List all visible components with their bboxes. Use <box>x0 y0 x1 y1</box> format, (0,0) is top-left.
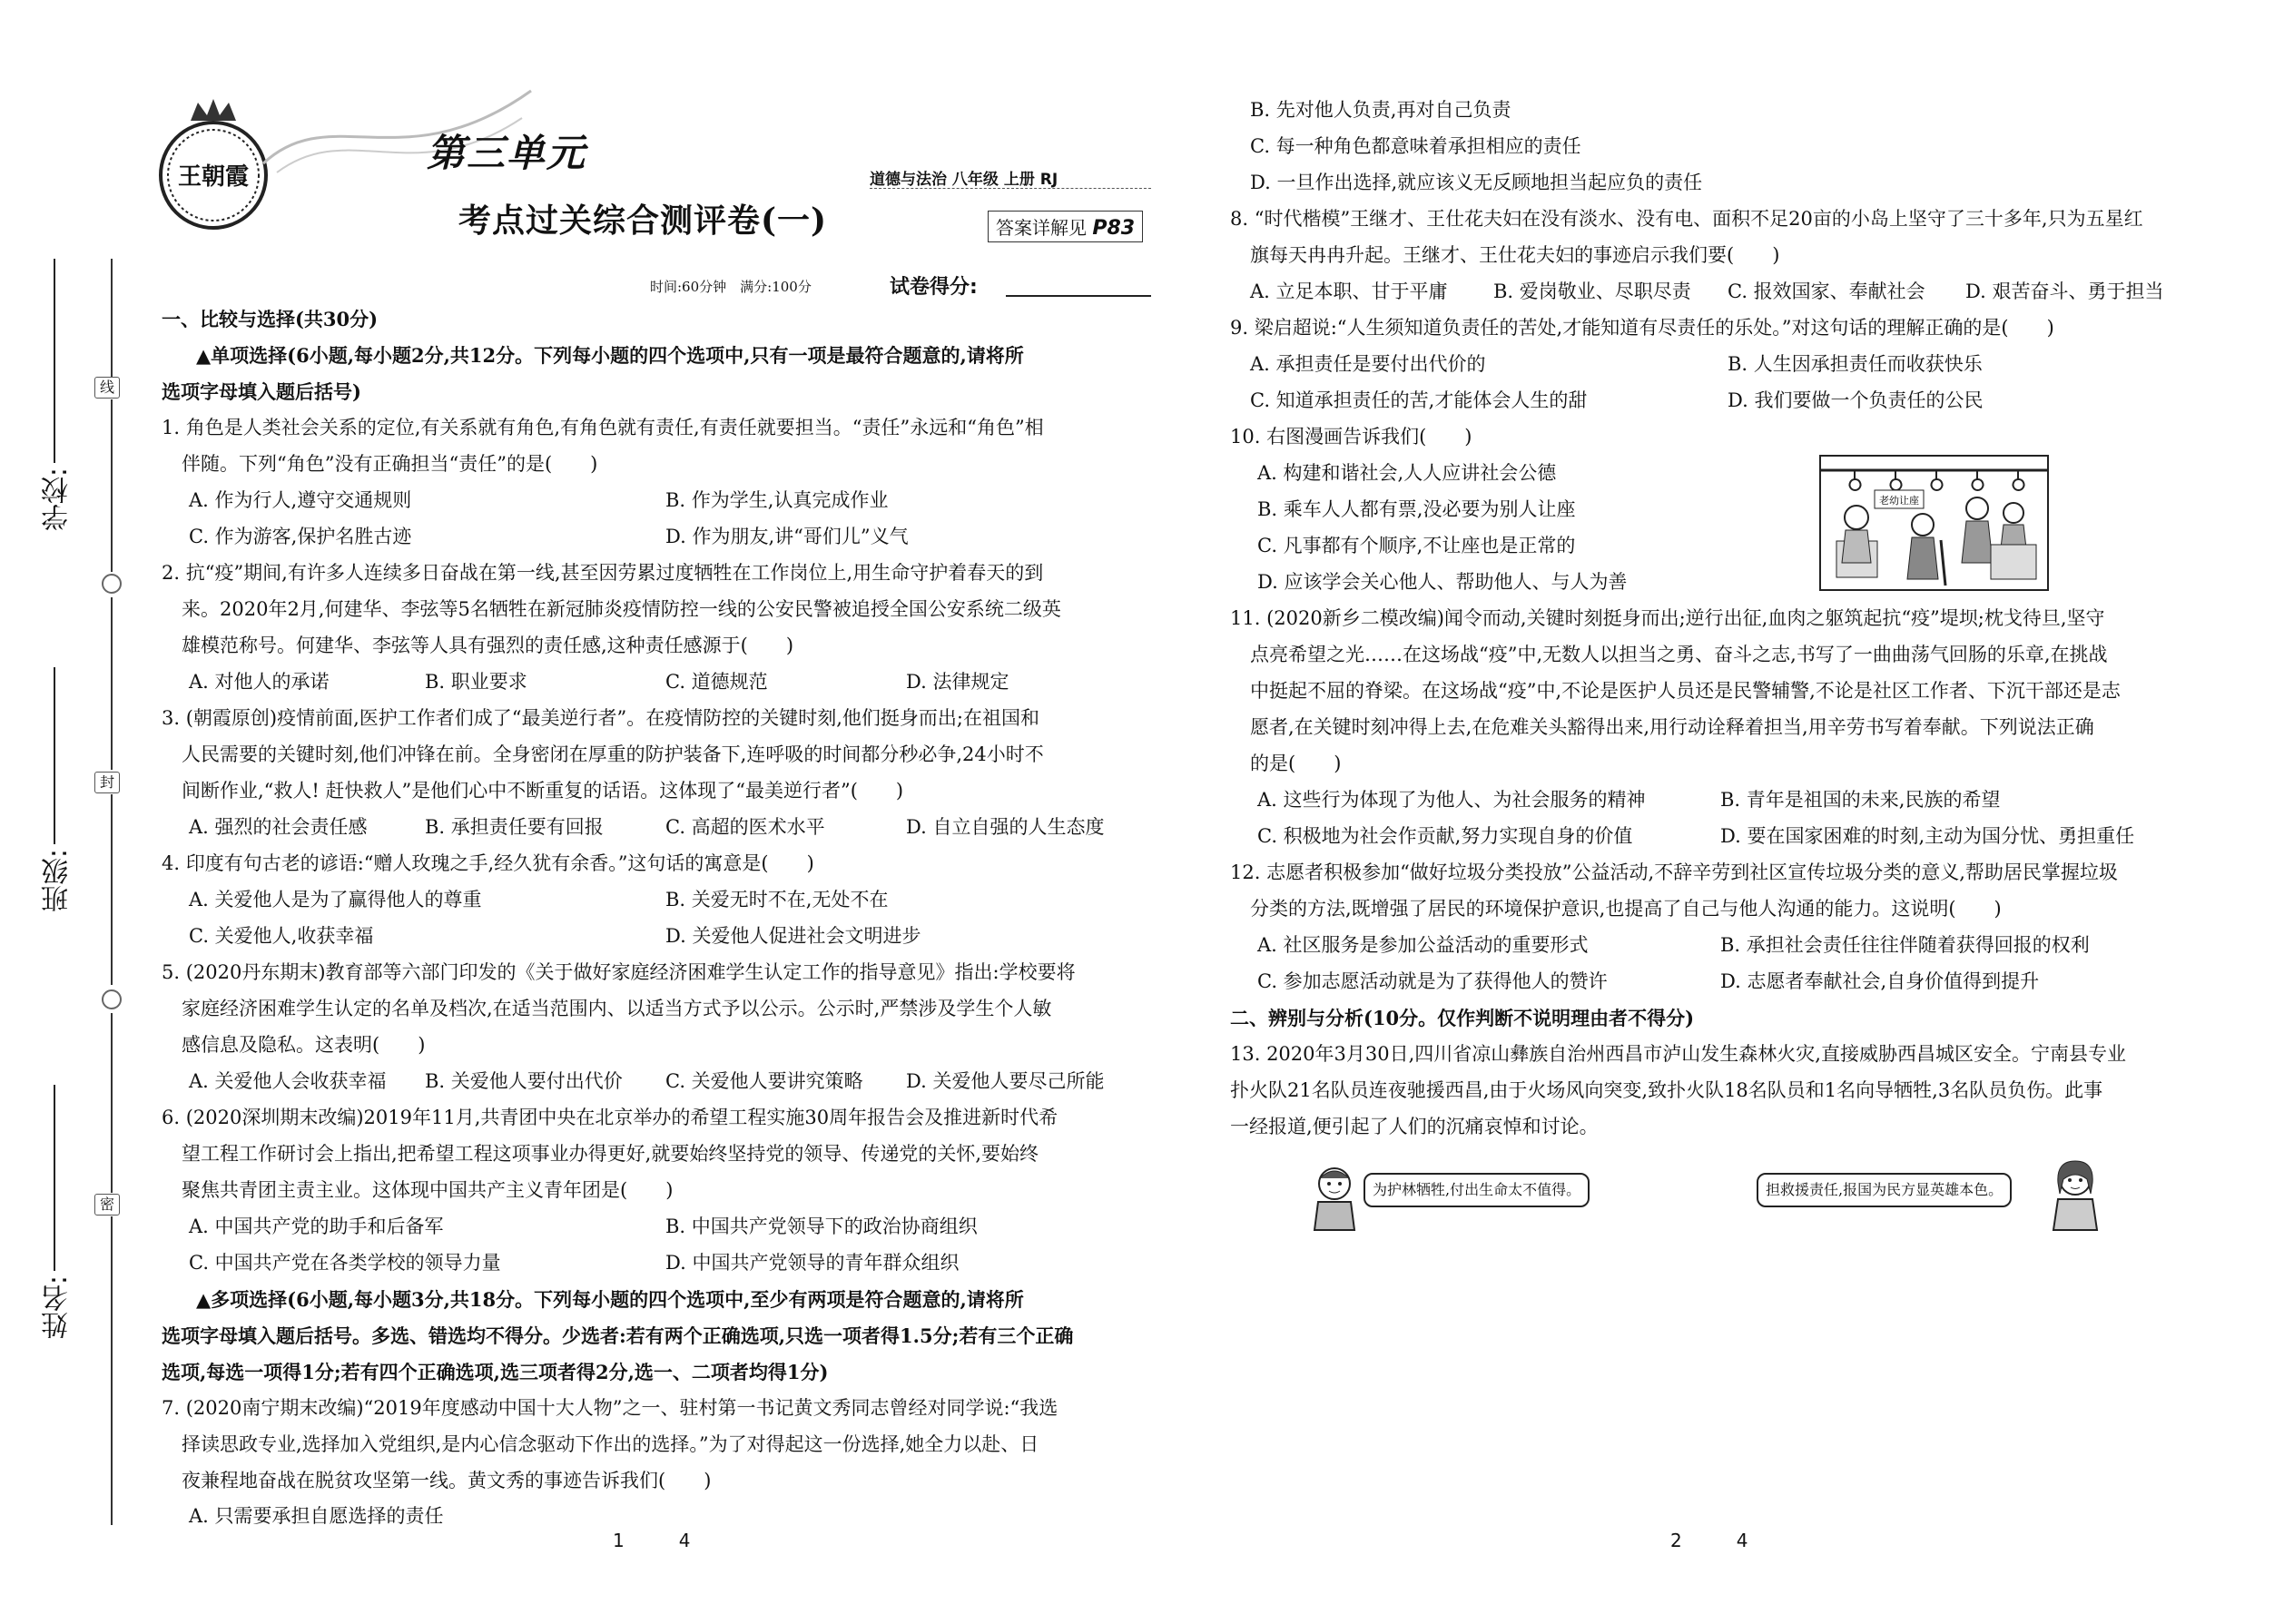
question-text: 9. 梁启超说:“人生须知道负责任的苦处,才能知道有尽责任的乐处。”对这句话的理解正确的是( ) <box>1230 317 2054 339</box>
question-text: 择读思政专业,选择加入党组织,是内心信念驱动下作出的选择。”为了对得起这一份选择,她全力以赴、日 <box>182 1433 1039 1455</box>
school-field-line[interactable] <box>54 259 55 463</box>
option-b[interactable]: B. 青年是祖国的未来,民族的希望 <box>1720 789 2001 811</box>
option-d[interactable]: D. 关爱他人促进社会文明进步 <box>665 925 921 947</box>
option-a[interactable]: A. 关爱他人会收获幸福 <box>189 1070 387 1092</box>
name-field-line[interactable] <box>54 1085 55 1271</box>
option-d[interactable]: D. 作为朋友,讲“哥们儿”义气 <box>665 526 909 547</box>
margin-rule <box>111 259 113 377</box>
seal-mark-secret: 密 <box>94 1194 120 1216</box>
option-a[interactable]: A. 作为行人,遵守交通规则 <box>189 489 412 511</box>
multi-choice-instruction: ▲多项选择(6小题,每小题3分,共18分。下列每小题的四个选项中,至少有两项是符合题意的,请将所 <box>196 1288 1024 1311</box>
answer-page: P83 <box>1092 217 1136 240</box>
section-1-title: 一、比较与选择(共30分) <box>162 308 379 330</box>
margin-rule <box>111 399 113 572</box>
question-text: 分类的方法,既增强了居民的环境保护意识,也提高了自己与他人沟通的能力。这说明( ) <box>1250 898 2002 920</box>
question-text: 家庭经济困难学生认定的名单及档次,在适当范围内、以适当方式予以公示。公示时,严禁涉及学生个人敏 <box>182 998 1052 1019</box>
option-c[interactable]: C. 中国共产党在各类学校的领导力量 <box>189 1252 501 1274</box>
option-b[interactable]: B. 作为学生,认真完成作业 <box>665 489 889 511</box>
subject-info: 道德与法治 八年级 上册 RJ <box>870 171 1058 189</box>
question-text: 11. (2020新乡二模改编)闻令而动,关键时刻挺身而出;逆行出征,血肉之躯筑起抗“疫”堤坝;枕戈待旦,坚守 <box>1230 607 2105 629</box>
answer-ref-label: 答案详解见 <box>996 217 1087 239</box>
option-d[interactable]: D. 志愿者奉献社会,自身价值得到提升 <box>1720 970 2040 992</box>
question-text: 8. “时代楷模”王继才、王仕花夫妇在没有淡水、没有电、面积不足20亩的小岛上坚守了三十多年,只为五星红 <box>1230 208 2143 230</box>
option-a[interactable]: A. 这些行为体现了为他人、为社会服务的精神 <box>1257 789 1646 811</box>
question-text: 的是( ) <box>1250 753 1342 774</box>
option-a[interactable]: A. 对他人的承诺 <box>189 671 330 693</box>
question-text: 7. (2020南宁期末改编)“2019年度感动中国十大人物”之一、驻村第一书记黄文秀同志曾经对同学说:“我选 <box>162 1397 1058 1419</box>
option-a[interactable]: A. 承担责任是要付出代价的 <box>1250 353 1486 375</box>
seal-mark-line: 线 <box>94 377 120 399</box>
margin-rule <box>111 1216 113 1525</box>
option-a[interactable]: A. 立足本职、甘于平庸 <box>1250 281 1448 302</box>
name-label: 姓名: <box>42 1275 74 1340</box>
svg-text:王朝霞: 王朝霞 <box>177 163 250 191</box>
option-b[interactable]: B. 承担社会责任往往伴随着获得回报的权利 <box>1720 934 2090 956</box>
single-choice-instruction: 选项字母填入题后括号) <box>162 380 361 403</box>
score-field[interactable] <box>1006 295 1151 297</box>
question-text: 旗每天冉冉升起。王继才、王仕花夫妇的事迹启示我们要( ) <box>1250 244 1780 266</box>
question-text: 扑火队21名队员连夜驰援西昌,由于火场风向突变,致扑火队18名队员和1名向导牺牲,3名队员负伤。此事 <box>1230 1079 2103 1101</box>
question-text: 人民需要的关键时刻,他们冲锋在前。全身密闭在厚重的防护装备下,连呼吸的时间都分秒必争,24小时不 <box>182 743 1044 765</box>
option-a[interactable]: A. 强烈的社会责任感 <box>189 816 368 838</box>
question-text: 12. 志愿者积极参加“做好垃圾分类投放”公益活动,不辞辛劳到社区宣传垃圾分类的意义,帮助居民掌握垃圾 <box>1230 861 2118 883</box>
option-c[interactable]: C. 作为游客,保护名胜古迹 <box>189 526 412 547</box>
student-girl-illustration <box>2047 1157 2103 1232</box>
option-b[interactable]: B. 人生因承担责任而收获快乐 <box>1728 353 1983 375</box>
brand-logo <box>154 95 272 236</box>
answer-reference <box>988 211 1143 242</box>
option-c[interactable]: C. 报效国家、奉献社会 <box>1728 281 1925 302</box>
question-text: 2. 抗“疫”期间,有许多人连续多日奋战在第一线,甚至因劳累过度牺牲在工作岗位上,用生命守护着春天的到 <box>162 562 1044 584</box>
question-text: 点亮希望之光……在这场战“疫”中,无数人以担当之勇、奋斗之志,书写了一曲曲荡气回肠的乐章,在挑战 <box>1250 644 2108 665</box>
option-a[interactable]: A. 构建和谐社会,人人应讲社会公德 <box>1257 462 1557 484</box>
question-text: 间断作业,“救人! 赶快救人”是他们心中不断重复的话语。这体现了“最美逆行者”( ) <box>182 780 904 802</box>
option-c[interactable]: C. 知道承担责任的苦,才能体会人生的甜 <box>1250 389 1588 411</box>
question-text: 3. (朝霞原创)疫情前面,医护工作者们成了“最美逆行者”。在疫情防控的关键时刻,他们挺身而出;在祖国和 <box>162 707 1039 729</box>
option-d[interactable]: D. 一旦作出选择,就应该义无反顾地担当起应负的责任 <box>1250 172 1703 193</box>
option-c[interactable]: C. 积极地为社会作贡献,努力实现自身的价值 <box>1257 825 1633 847</box>
multi-choice-instruction: 选项字母填入题后括号。多选、错选均不得分。少选者:若有两个正确选项,只选一项者得1.5分;若有三个正确 <box>162 1324 1074 1347</box>
option-b[interactable]: B. 职业要求 <box>425 671 527 693</box>
seal-mark-seal: 封 <box>94 772 120 793</box>
question-text: 13. 2020年3月30日,四川省凉山彝族自治州西昌市泸山发生森林火灾,直接威胁西昌城区安全。宁南县专业 <box>1230 1043 2126 1065</box>
option-a[interactable]: A. 关爱他人是为了赢得他人的尊重 <box>189 889 482 910</box>
option-c[interactable]: C. 关爱他人,收获幸福 <box>189 925 374 947</box>
option-d[interactable]: D. 我们要做一个负责任的公民 <box>1728 389 1984 411</box>
option-b[interactable]: B. 先对他人负责,再对自己负责 <box>1250 99 1511 121</box>
option-c[interactable]: C. 关爱他人要讲究策略 <box>665 1070 863 1092</box>
option-b[interactable]: B. 承担责任要有回报 <box>425 816 604 838</box>
option-c[interactable]: C. 凡事都有个顺序,不让座也是正常的 <box>1257 535 1576 556</box>
option-c[interactable]: C. 参加志愿活动就是为了获得他人的赞许 <box>1257 970 1608 992</box>
right-page <box>1230 98 2247 1233</box>
binding-hole <box>102 989 122 1009</box>
option-d[interactable]: D. 自立自强的人生态度 <box>906 816 1105 838</box>
section-2-title: 二、辨别与分析(10分。仅作判断不说明理由者不得分) <box>1230 1007 1695 1029</box>
binding-hole <box>102 574 122 594</box>
school-label: 学校: <box>42 468 74 532</box>
question-text: 1. 角色是人类社会关系的定位,有关系就有角色,有角色就有责任,有责任就要担当。“责任”永远和“角色”相 <box>162 417 1044 438</box>
class-field-line[interactable] <box>54 667 55 844</box>
margin-rule <box>111 597 113 770</box>
option-d[interactable]: D. 要在国家困难的时刻,主动为国分忧、勇担重任 <box>1720 825 2135 847</box>
single-choice-instruction: ▲单项选择(6小题,每小题2分,共12分。下列每小题的四个选项中,只有一项是最符合题意的,请将所 <box>196 344 1024 367</box>
margin-rule <box>111 794 113 985</box>
score-label: 试卷得分: <box>890 276 978 299</box>
left-page <box>162 307 1160 1505</box>
option-b[interactable]: B. 中国共产党领导下的政治协商组织 <box>665 1216 978 1237</box>
option-b[interactable]: B. 关爱无时不在,无处不在 <box>665 889 889 910</box>
margin-rule <box>111 1013 113 1193</box>
question-text: 感信息及隐私。这表明( ) <box>182 1034 426 1056</box>
page-number-right: 2 4 <box>1670 1530 1748 1551</box>
question-text: 6. (2020深圳期末改编)2019年11月,共青团中央在北京举办的希望工程实施30周年报告会及推进新时代希 <box>162 1107 1058 1128</box>
speech-bubble-left: 为护林牺牲,付出生命太不值得。 <box>1364 1173 1590 1207</box>
time-score: 时间:60分钟 满分:100分 <box>650 279 812 295</box>
header-rule <box>870 188 1151 189</box>
option-d[interactable]: D. 应该学会关心他人、帮助他人、与人为善 <box>1257 571 1628 593</box>
option-d[interactable]: D. 法律规定 <box>906 671 1009 693</box>
question-text: 5. (2020丹东期末)教育部等六部门印发的《关于做好家庭经济困难学生认定工作的指导意见》指出:学校要将 <box>162 961 1076 983</box>
question-text: 10. 右图漫画告诉我们( ) <box>1230 426 1472 448</box>
svg-text:老幼让座: 老幼让座 <box>1879 495 1919 507</box>
unit-title: 第三单元 <box>427 131 587 175</box>
question-text: 来。2020年2月,何建华、李弦等5名牺牲在新冠肺炎疫情防控一线的公安民警被追授全国公安系统二级英 <box>182 598 1061 620</box>
multi-choice-instruction: 选项,每选一项得1分;若有四个正确选项,选三项者得2分,选一、二项者均得1分) <box>162 1361 829 1383</box>
question-text: 伴随。下列“角色”没有正确担当“责任”的是( ) <box>182 453 598 475</box>
question-text: 4. 印度有句古老的谚语:“赠人玫瑰之手,经久犹有余香。”这句话的寓意是( ) <box>162 852 814 874</box>
option-d[interactable]: D. 中国共产党领导的青年群众组织 <box>665 1252 960 1274</box>
question-text: 雄模范称号。何建华、李弦等人具有强烈的责任感,这种责任感源于( ) <box>182 635 794 656</box>
option-c[interactable]: C. 道德规范 <box>665 671 768 693</box>
speech-bubble-right: 担救援责任,报国为民方显英雄本色。 <box>1757 1173 2012 1207</box>
option-c[interactable]: C. 高超的医术水平 <box>665 816 825 838</box>
option-a[interactable]: A. 中国共产党的助手和后备军 <box>189 1216 444 1237</box>
option-d[interactable]: D. 关爱他人要尽己所能 <box>906 1070 1105 1092</box>
option-c[interactable]: C. 每一种角色都意味着承担相应的责任 <box>1250 135 1581 157</box>
question-text: 聚焦共青团主责主业。这体现中国共产主义青年团是( ) <box>182 1179 674 1201</box>
question-text: 一经报道,便引起了人们的沉痛哀悼和讨论。 <box>1230 1116 1599 1137</box>
option-b[interactable]: B. 乘车人人都有票,没必要为别人让座 <box>1257 498 1576 520</box>
page-number-left: 1 4 <box>613 1530 691 1551</box>
exam-title: 考点过关综合测评卷(一) <box>458 202 828 240</box>
class-label: 班级: <box>42 849 74 913</box>
option-a[interactable]: A. 只需要承担自愿选择的责任 <box>189 1505 444 1527</box>
option-b[interactable]: B. 爱岗敬业、尽职尽责 <box>1493 281 1691 302</box>
question-text: 愿者,在关键时刻冲得上去,在危难关头豁得出来,用行动诠释着担当,用辛劳书写着奉献。下列说法正确 <box>1250 716 2094 738</box>
question-text: 中挺起不屈的脊梁。在这场战“疫”中,不论是医护人员还是民警辅警,不论是社区工作者、下沉干部还是志 <box>1250 680 2121 702</box>
bus-cartoon-illustration <box>1818 454 2050 592</box>
question-text: 望工程工作研讨会上指出,把希望工程这项事业办得更好,就要始终坚持党的领导、传递党的关怀,要始终 <box>182 1143 1039 1165</box>
option-b[interactable]: B. 关爱他人要付出代价 <box>425 1070 623 1092</box>
option-d[interactable]: D. 艰苦奋斗、勇于担当 <box>1965 281 2164 302</box>
question-text: 夜兼程地奋战在脱贫攻坚第一线。黄文秀的事迹告诉我们( ) <box>182 1470 712 1491</box>
option-a[interactable]: A. 社区服务是参加公益活动的重要形式 <box>1257 934 1589 956</box>
student-boy-illustration <box>1307 1164 1362 1232</box>
